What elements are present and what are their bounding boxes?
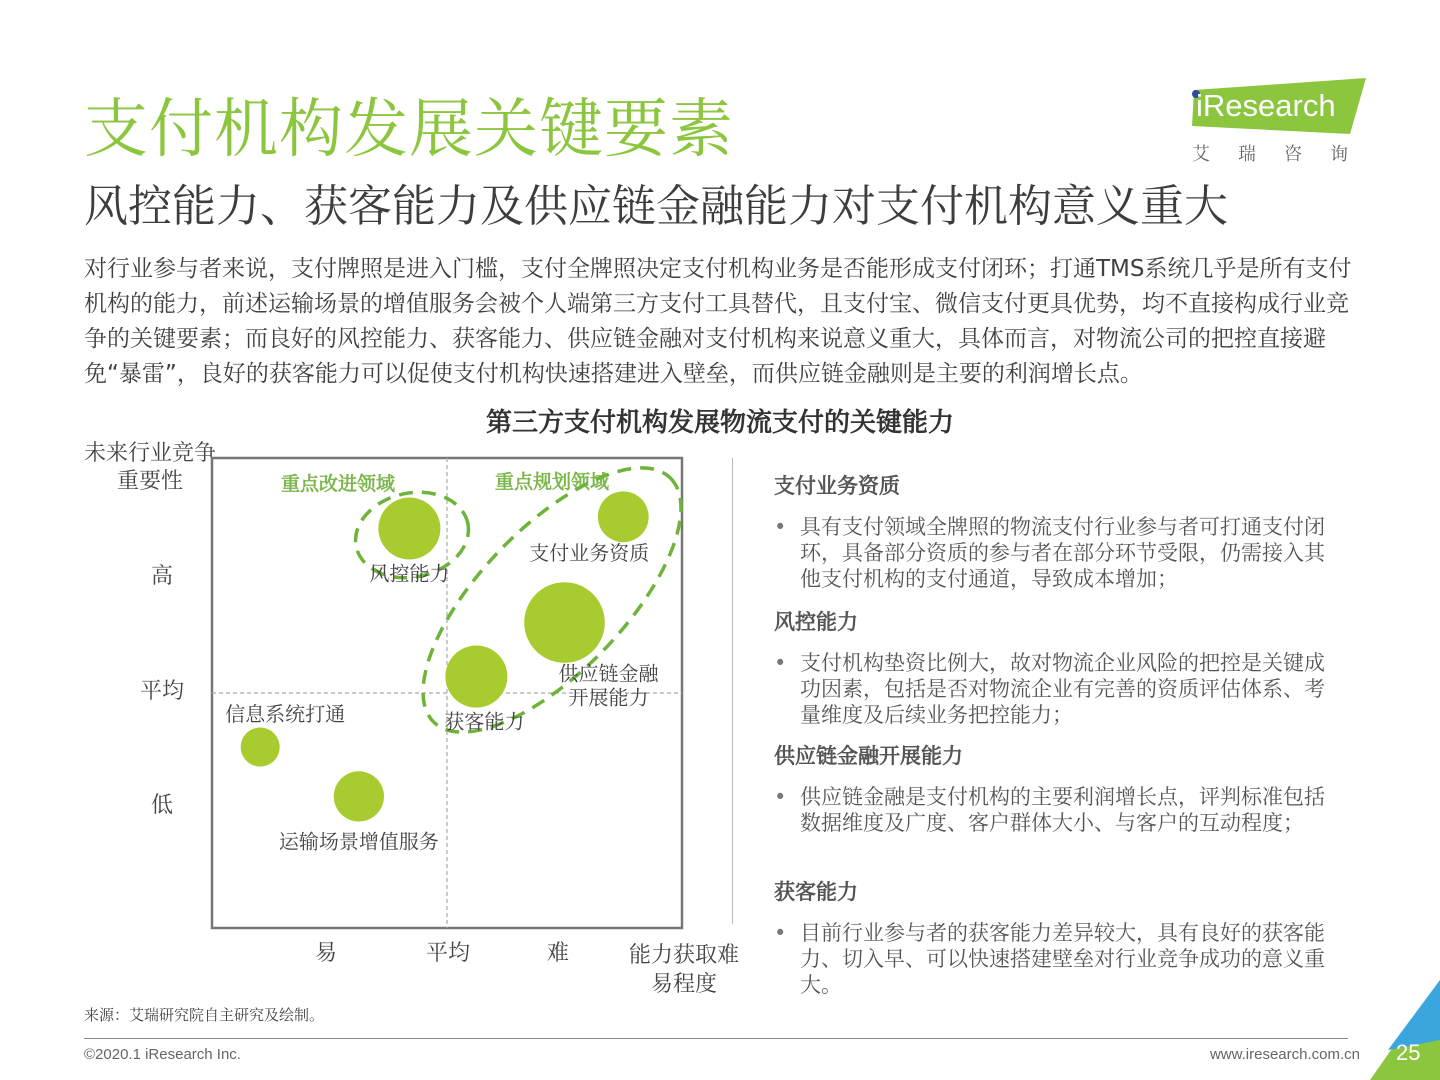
- side-heading: 供应链金融开展能力: [774, 744, 963, 768]
- bubble-point: [241, 728, 280, 767]
- iresearch-logo: [1188, 74, 1376, 166]
- bubble-label: 获客能力: [444, 709, 525, 734]
- side-heading: 风控能力: [774, 610, 858, 634]
- bubble-point: [334, 771, 384, 821]
- bubble-label: 供应链金融开展能力: [558, 661, 659, 710]
- bubble-point: [445, 646, 507, 708]
- chart-title: 第三方支付机构发展物流支付的关键能力: [485, 408, 954, 438]
- side-section-supply-chain: [774, 740, 1340, 836]
- copyright-text: ©2020.1 iResearch Inc.: [84, 1046, 241, 1063]
- source-note: 来源：艾瑞研究院自主研究及绘制。: [84, 1006, 325, 1024]
- intro-paragraph: 对行业参与者来说，支付牌照是进入门槛，支付全牌照决定支付机构业务是否能形成支付闭环；打通TMS系统几乎是所有支付机构的能力，前述运输场景的增值服务会被个人端第三方支付工具替代，且支付宝、微信支付更具优势，均不直接构成行业竞争的关键要素；而良好的风控能力、获客能力、供应链金融对支付机构来说意义重大，具体而言，对物流公司的把控直接避免“暴雷”，良好的获客能力可以促使支付机构快速搭建进入壁垒，而供应链金融则是主要的利润增长点。: [84, 256, 1352, 387]
- side-bullet: • 目前行业参与者的获客能力差异较大，具有良好的获客能力、切入早、可以快速搭建壁垒对行业竞争成功的意义重大。: [774, 920, 1340, 998]
- side-bullet: • 具有支付领域全牌照的物流支付行业参与者可打通支付闭环，具备部分资质的参与者在部分环节受限，仍需接入其他支付机构的支付通道，导致成本增加；: [774, 514, 1340, 592]
- x-tick-label: 难: [546, 941, 570, 966]
- y-tick-label: 平均: [139, 679, 185, 704]
- side-section-qualification: [774, 470, 1340, 592]
- footer-divider: [84, 1038, 1348, 1039]
- y-tick-label: 高: [150, 564, 174, 589]
- side-section-risk-control: [774, 606, 1340, 728]
- region-label: 重点规划领域: [494, 471, 610, 493]
- page-title: 支付机构发展关键要素: [84, 93, 734, 167]
- logo-brand-text: iResearch: [1196, 88, 1336, 123]
- side-heading: 获客能力: [774, 880, 858, 904]
- side-bullet: • 支付机构垫资比例大，故对物流企业风险的把控是关键成功因素，包括是否对物流企业有完善的资质评估体系、考量维度及后续业务把控能力；: [774, 650, 1340, 728]
- website-link[interactable]: www.iresearch.com.cn: [1209, 1046, 1360, 1063]
- y-axis-label: 未来行业竞争重要性: [83, 441, 217, 494]
- bubble-chart: [0, 0, 760, 1000]
- side-section-customer-acquisition: [774, 876, 1340, 998]
- bubble-label: 风控能力: [369, 561, 450, 586]
- vertical-divider: [732, 458, 733, 924]
- x-axis-label: 能力获取难易程度: [628, 943, 740, 997]
- side-bullet: • 供应链金融是支付机构的主要利润增长点，评判标准包括数据维度及广度、客户群体大小、与客户的互动程度；: [774, 784, 1340, 836]
- bubble-label: 信息系统打通: [225, 702, 346, 727]
- x-tick-label: 平均: [425, 941, 471, 966]
- bubble-label: 运输场景增值服务: [278, 829, 439, 854]
- side-heading: 支付业务资质: [774, 474, 900, 498]
- y-tick-label: 低: [150, 793, 174, 818]
- logo-chinese-text: 艾瑞咨询: [1192, 144, 1376, 165]
- bubble-point: [598, 491, 649, 542]
- x-tick-label: 易: [314, 941, 338, 966]
- region-label: 重点改进领域: [280, 473, 396, 495]
- bubble-point: [524, 582, 605, 663]
- page-subtitle: 风控能力、获客能力及供应链金融能力对支付机构意义重大: [84, 181, 1228, 232]
- page-number: 25: [1396, 1040, 1421, 1065]
- bubble-label: 支付业务资质: [529, 540, 650, 565]
- bubble-point: [378, 498, 440, 560]
